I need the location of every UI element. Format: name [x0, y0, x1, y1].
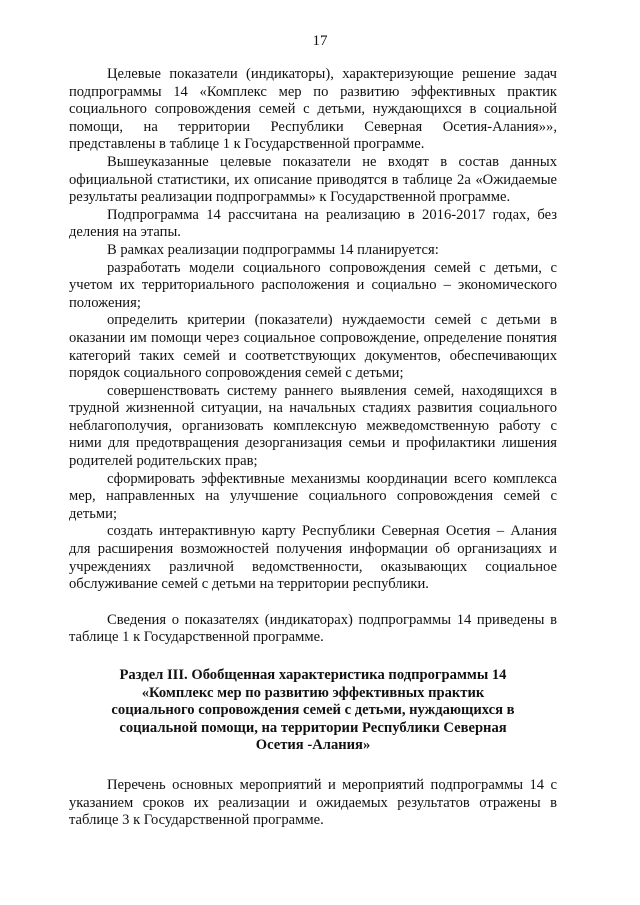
- list-item-form-mechanisms: сформировать эффективные механизмы координации всего комплекса мер, направленных на улучшение социального сопровождения семей с детьми;: [69, 470, 557, 522]
- list-item-improve-detection: совершенствовать систему раннего выявления семей, находящихся в трудной жизненной ситуации, на начальных стадиях развития социального неблагополучия, организовать комплексную межведомственную работу с ними для предотвращения дезорганизация семьи и профилактики лишения родителей родительских прав;: [69, 382, 557, 470]
- section-heading: Раздел III. Обобщенная характеристика подпрограммы 14 «Комплекс мер по развитию эффективных практик социального сопровождения семей с детьми, нуждающихся в социальной помощи, на территории Республики Северная Осетия -Алания»: [111, 667, 515, 754]
- list-item-define-criteria: определить критерии (показатели) нуждаемости семей с детьми в оказании им помощи через социальное сопровождение, определение понятия категорий таких семей и соответствующих документов, обеспечивающих порядок социального сопровождения семей с детьми;: [69, 312, 557, 382]
- list-item-develop-models: разработать модели социального сопровождения семей с детьми, с учетом их территориального расположения и социально – экономического положения;: [69, 259, 557, 311]
- spacer: [69, 594, 557, 612]
- document-body: [69, 66, 557, 830]
- page-number: 17: [312, 33, 328, 49]
- paragraph-indicators-reference: Сведения о показателях (индикаторах) подпрограммы 14 приведены в таблице 1 к Государственной программе.: [69, 611, 557, 646]
- list-item-interactive-map: создать интерактивную карту Республики Северная Осетия – Алания для расширения возможностей получения информации об организациях и учреждениях различной ведомственности, оказывающих социальное обслуживание семей с детьми на территории республики.: [69, 523, 557, 593]
- paragraph-implementation-period: Подпрограмма 14 рассчитана на реализацию в 2016-2017 годах, без деления на этапы.: [69, 206, 557, 241]
- paragraph-measures-list: Перечень основных мероприятий и мероприятий подпрограммы 14 с указанием сроков их реализации и ожидаемых результатов отражены в таблице 3 к Государственной программе.: [69, 776, 557, 829]
- paragraph-target-indicators: Целевые показатели (индикаторы), характеризующие решение задач подпрограммы 14 «Комплекс мер по развитию эффективных практик социального сопровождения семей с детьми, нуждающихся в социальной помощи, на территории Республики Северная Осетия-Алания»», представлены в таблице 1 к Государственной программе.: [69, 66, 557, 153]
- paragraph-planned-intro: В рамках реализации подпрограммы 14 планируется:: [107, 241, 439, 258]
- paragraph-indicators-not-official: Вышеуказанные целевые показатели не входят в состав данных официальной статистики, их описание приводятся в таблице 2а «Ожидаемые результаты реализации подпрограммы» к Государственной программе.: [69, 153, 557, 206]
